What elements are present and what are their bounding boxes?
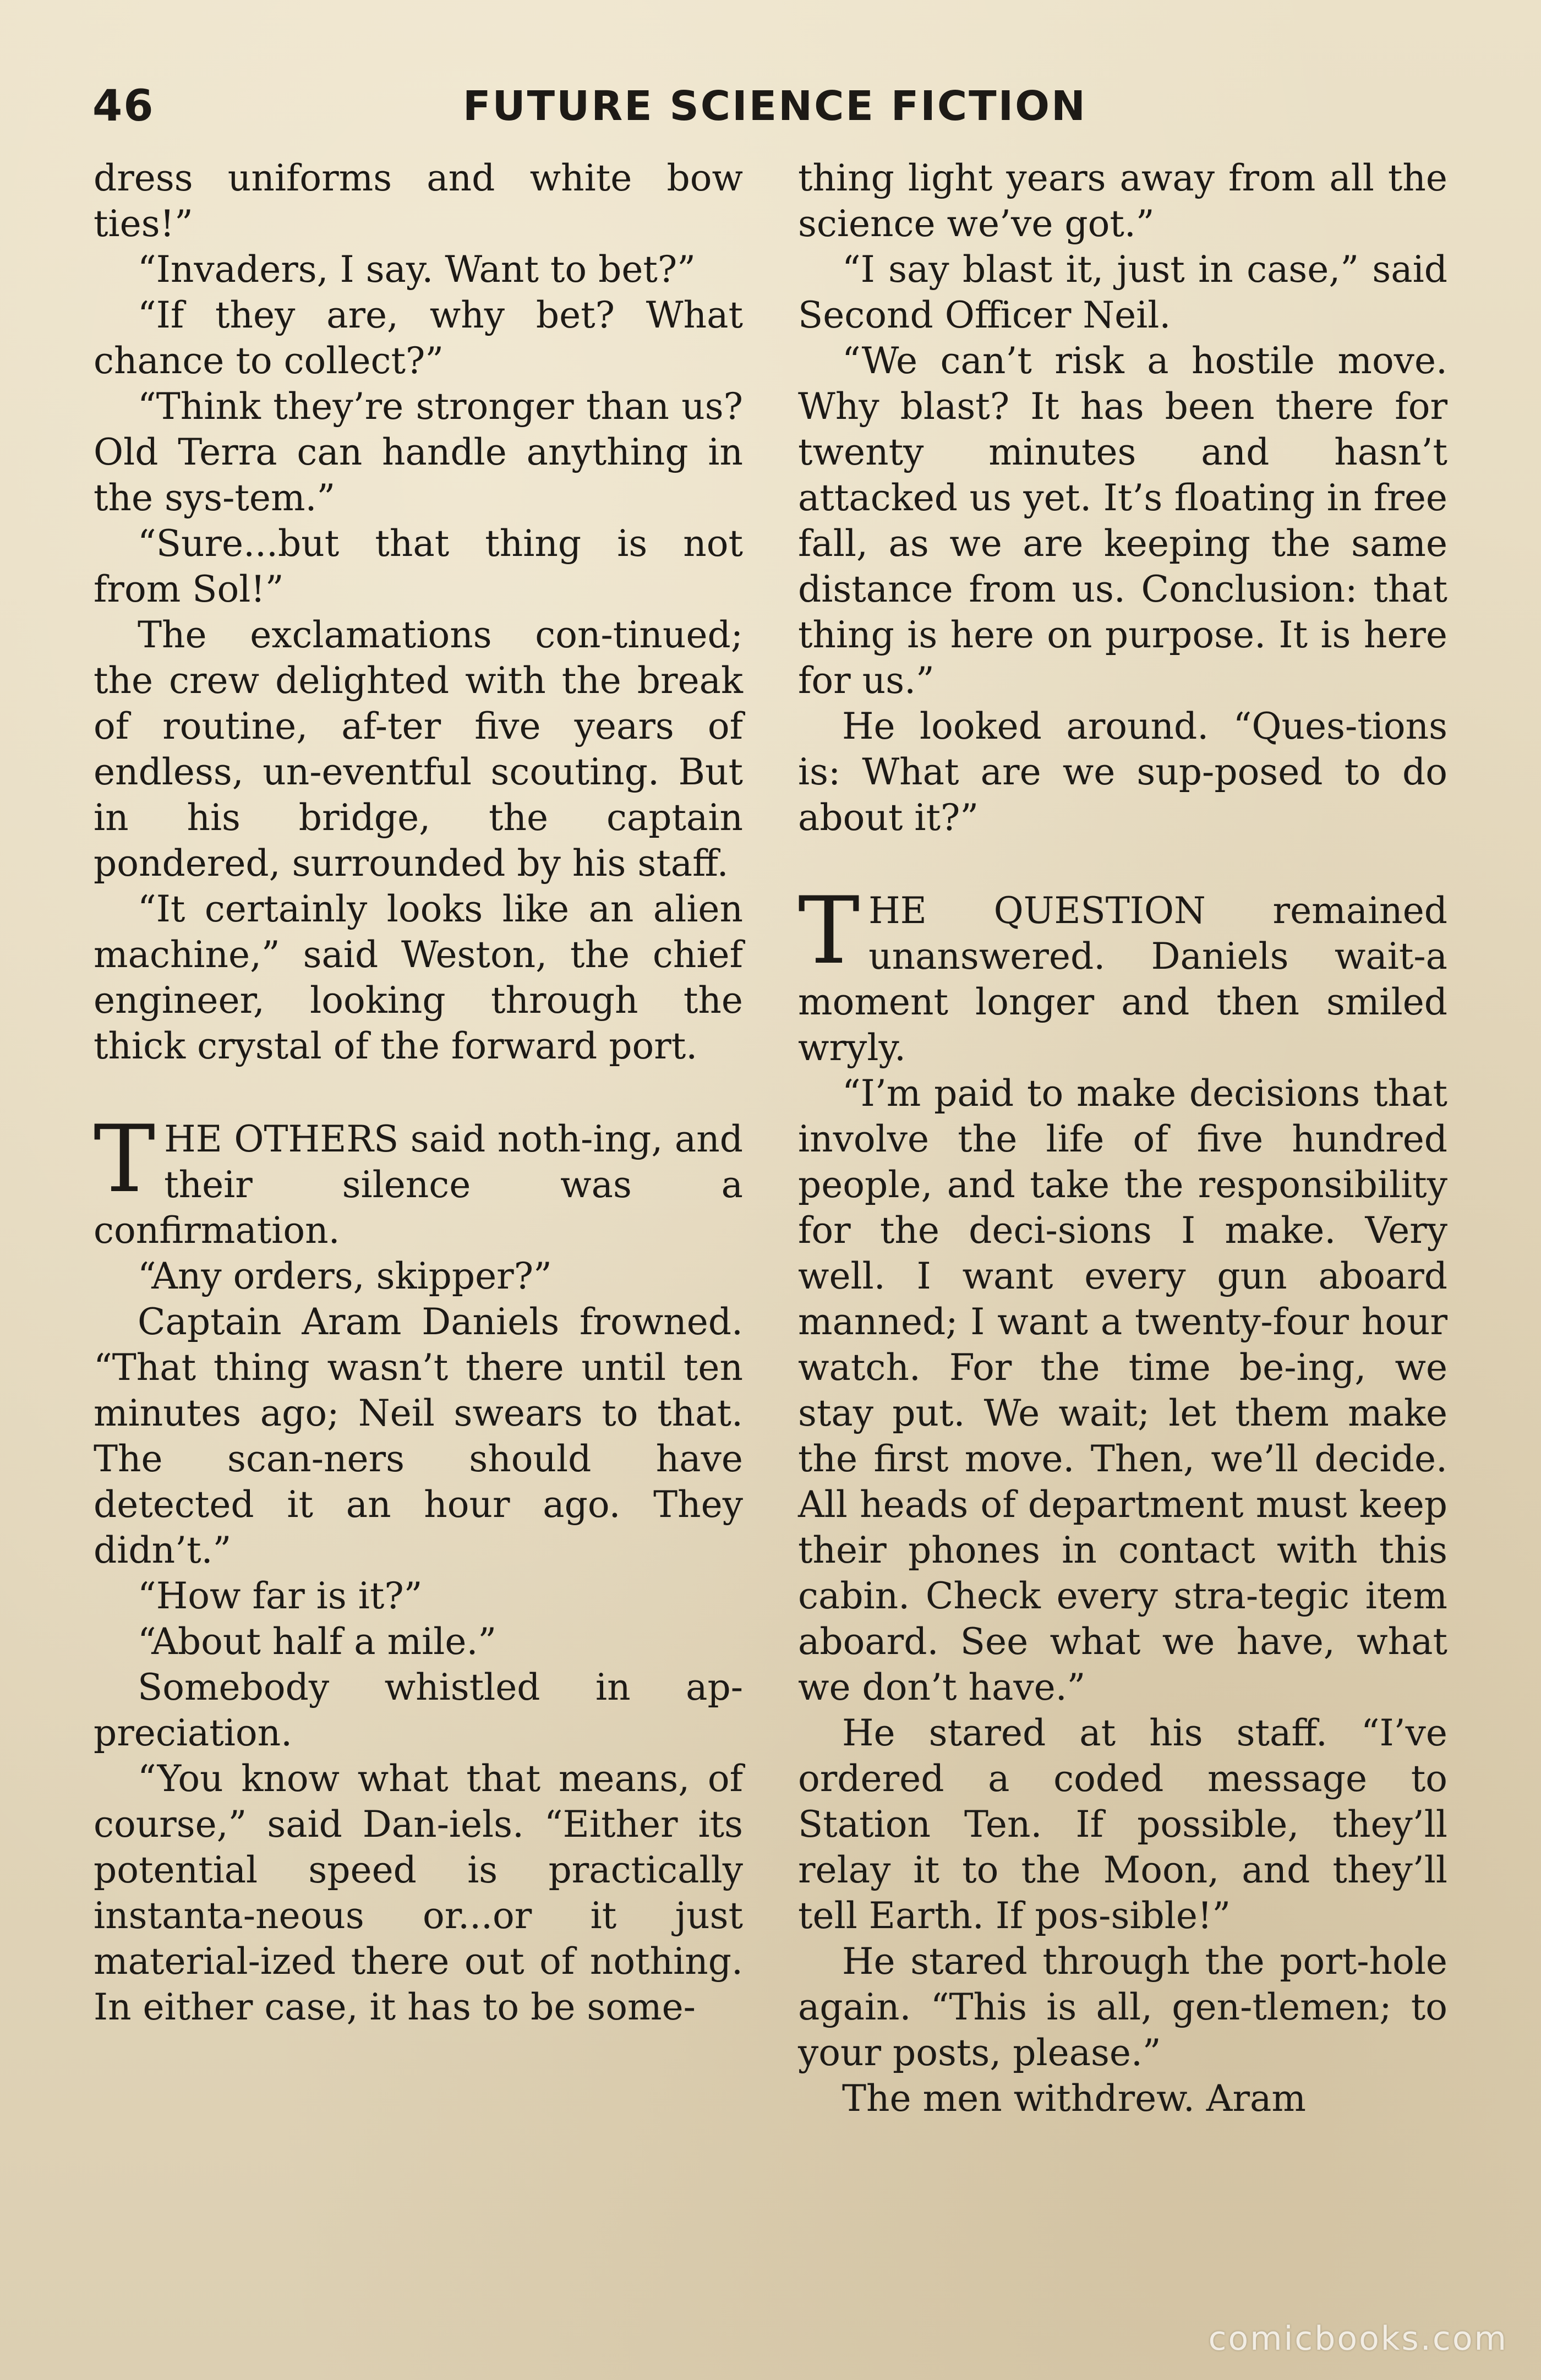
- drop-cap: T: [798, 877, 860, 985]
- paragraph: “Invaders, I say. Want to bet?”: [138, 248, 696, 291]
- paragraph: He looked around. “Ques-tions is: What are we sup-posed to do about it?”: [798, 705, 1447, 839]
- paragraph: “Think they’re stronger than us? Old Terra can handle anything in the sys-tem.”: [94, 385, 743, 519]
- section-opening-paragraph: [798, 877, 1447, 1071]
- paragraph: The exclamations con-tinued; the crew delighted with the break of routine, af-ter five years of endless, un-eventful scouting. But in his bridge, the captain pondered, surrounded by his staff.: [94, 614, 743, 885]
- paragraph: “I say blast it, just in case,” said Second Officer Neil.: [798, 248, 1447, 336]
- paragraph: “It certainly looks like an alien machine,” said Weston, the chief engineer, looking through the thick crystal of the forward port.: [94, 888, 743, 1067]
- paragraph: He stared through the port-hole again. “This is all, gen-tlemen; to your posts, please.”: [798, 1940, 1447, 2074]
- paragraph: “Any orders, skipper?”: [138, 1255, 552, 1297]
- page-header: [92, 76, 1457, 137]
- paragraph: Captain Aram Daniels frowned. “That thing wasn’t there until ten minutes ago; Neil swears to that. The scan-ners should have detected it an hour ago. They didn’t.”: [94, 1301, 743, 1571]
- right-column: [798, 155, 1447, 2121]
- paragraph: “We can’t risk a hostile move. Why blast? It has been there for twenty minutes and hasn’t attacked us yet. It’s floating in free fall, as we are keeping the same distance from us. Conclusion: that thing is here on purpose. It is here for us.”: [798, 340, 1447, 702]
- paragraph: He stared at his staff. “I’ve ordered a coded message to Station Ten. If possible, they’ll relay it to the Moon, and they’ll tell Earth. If pos-sible!”: [798, 1712, 1447, 1937]
- running-title: FUTURE SCIENCE FICTION: [463, 83, 1087, 130]
- section-opening-paragraph: [94, 1105, 743, 1253]
- paragraph: “You know what that means, of course,” said Dan-iels. “Either its potential speed is practically instanta-neous or...or it just material-ized there out of nothing. In either case, it has to be some-: [94, 1757, 743, 2028]
- paragraph: thing light years away from all the science we’ve got.”: [798, 157, 1447, 245]
- section-opening-text: HE OTHERS said noth-ing, and their silence was a confirmation.: [94, 1118, 743, 1252]
- paragraph: “How far is it?”: [138, 1575, 423, 1617]
- paragraph: dress uniforms and white bow ties!”: [94, 157, 743, 245]
- paragraph: “Sure...but that thing is not from Sol!”: [94, 522, 743, 610]
- page-number: 46: [92, 81, 155, 131]
- paragraph: “If they are, why bet? What chance to collect?”: [94, 294, 743, 382]
- paragraph: “About half a mile.”: [138, 1620, 497, 1663]
- paragraph: “I’m paid to make decisions that involve the life of five hundred people, and take the responsibility for the deci-sions I make. Very well. I want every gun aboard manned; I want a twenty-four hour watch. For the time be-ing, we stay put. We wait; let them make the first move. Then, we’ll decide. All heads of department must keep their phones in contact with this cabin. Check every stra-tegic item aboard. See what we have, what we don’t have.”: [798, 1072, 1447, 1708]
- watermark-text: comicbooks.com: [1208, 2319, 1508, 2358]
- section-opening-text: HE QUESTION remained unanswered. Daniels wait-a moment longer and then smiled wryly.: [798, 889, 1447, 1069]
- drop-cap: T: [94, 1105, 156, 1213]
- paragraph: Somebody whistled in ap-preciation.: [94, 1666, 743, 1754]
- left-column: [94, 155, 743, 2030]
- paragraph: The men withdrew. Aram: [842, 2077, 1306, 2120]
